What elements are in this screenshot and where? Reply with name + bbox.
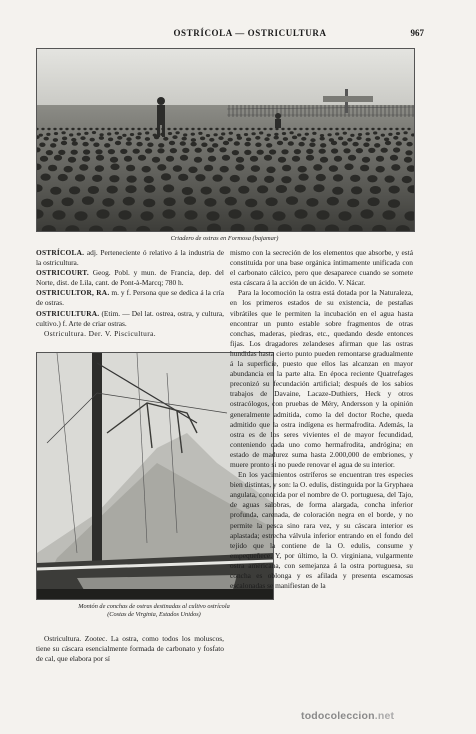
entry-ostricourt (36, 268, 224, 288)
page-number: 967 (410, 28, 424, 38)
entry-text: m. y f. Persona que se dedica á la cría de ostras. (36, 288, 225, 308)
watermark-brand: todocoleccion (301, 710, 375, 722)
entry-text: (Etim. — Del lat. ostrea, ostra, y cultura, cultivo.) f. Arte de criar ostras. (36, 308, 224, 328)
entry-ostricola (36, 248, 224, 268)
entry-text: adj. Perteneciente ó relativo á la industria de la ostricultura. (36, 248, 224, 268)
dictionary-entries (36, 248, 224, 339)
running-header: OSTRÍCOLA — OSTRICULTURA (173, 28, 327, 38)
shell-heap-caption (36, 603, 272, 619)
paragraph: Ostricultura. Zootec. La ostra, como todos los moluscos, tiene su cáscara esencialmente formada de carbonato y fosfato de cal, que elabora por sí (36, 634, 224, 664)
paragraph: mismo con la secreción de los elementos que absorbe, y está constituída por una base orgánica íntimamente unificada con el carbonato cálcico, pero que desaparece cuando se somete esta cáscara á la acción de un ácido. V. Nácar. (230, 248, 413, 288)
entry-ostricultor (36, 288, 224, 308)
top-photo-caption: Criadero de ostras en Formosa (bajamar) (170, 235, 279, 242)
entry-headword: OSTRÍCOLA. (36, 248, 85, 257)
entry-text: Geog. Pobl. y mun. de Francia, dep. del Norte, dist. de Lila, cant. de Pont-à-Marcq; 780 h. (36, 268, 224, 288)
entry-cross-reference (36, 329, 224, 339)
entry-headword: OSTRICOURT. (36, 268, 89, 278)
paragraph: Para la locomoción la ostra está dotada por la Naturaleza, en los primeros estados de su existencia, de pestañas vibrátiles que le permiten la incubación en el agua hasta encontrar un punto estable sobre fragmentos de otras conchas, maderas, piedras, etc., quedando desde entonces fijas. Los dragadores zelandeses afirman que las ostras hundidas hasta cierto punto pueden remontarse gradualmente á la superficie, puesto que ellos las alcanzan en mayor abundancia en la parte alta. En época reciente Quatrefages preconizó su fecundación artificial; después de los sabios trabajos de Davaine, Lacaze-Duthiers, Heck y otros ostracólogos, con pruebas de Méry, Andersson y la opinión generalmente admitida, como la del doctor Roche, queda admitido que la ostra indígena es hermafrodita. Además, la ostra es de los seres vivientes el de mayor fecundidad, conteniendo cada uno como hermafrodita, andrógina; en estado de madurez suma hasta 2.000,000 de embriones, y muere pronto si no puede renovar el agua de su interior. (230, 288, 413, 469)
entry-ostricultura (36, 309, 224, 329)
watermark-logo (301, 710, 394, 722)
ostricultura-zootec-paragraph (36, 634, 224, 664)
entry-headword: OSTRICULTOR, RA. (36, 288, 110, 298)
entry-headword: OSTRICULTURA. (36, 308, 100, 318)
paragraph: En los yacimientos ostríferos se encuentran tres especies bien distintas, y son: la O. edulis, distinguida por la Gryphaea angulata, conocida por el nombre de O. portuguesa, del Tajo, de aguas salobras, de forma alargada, concha inferior profunda, carenada, de coloración negra en el borde, y no permite la pesca sino rara vez, y su cáscara interior es aplastada; estrecha válvula inferior entrando en el fondo del tejido que la contiene de la O. edulis, consume y empequeñece. Y, por último, la O. virginiana, vulgarmente ostra americana, con semejanza á la ostra portuguesa, su concha es oblonga y es afilada y presenta escamosas escalonadas se manifiestan de la (230, 470, 413, 591)
entry-text: Ostricultura. Der. V. Piscicultura. (44, 328, 157, 338)
caption-line: Montón de conchas de ostras destinadas al cultivo ostrícola (78, 603, 230, 610)
watermark-tld: .net (374, 710, 395, 722)
right-column-text (230, 248, 413, 591)
oyster-bed-photo (36, 48, 415, 232)
caption-line: (Costas de Virginia, Estados Unidos) (107, 611, 201, 618)
